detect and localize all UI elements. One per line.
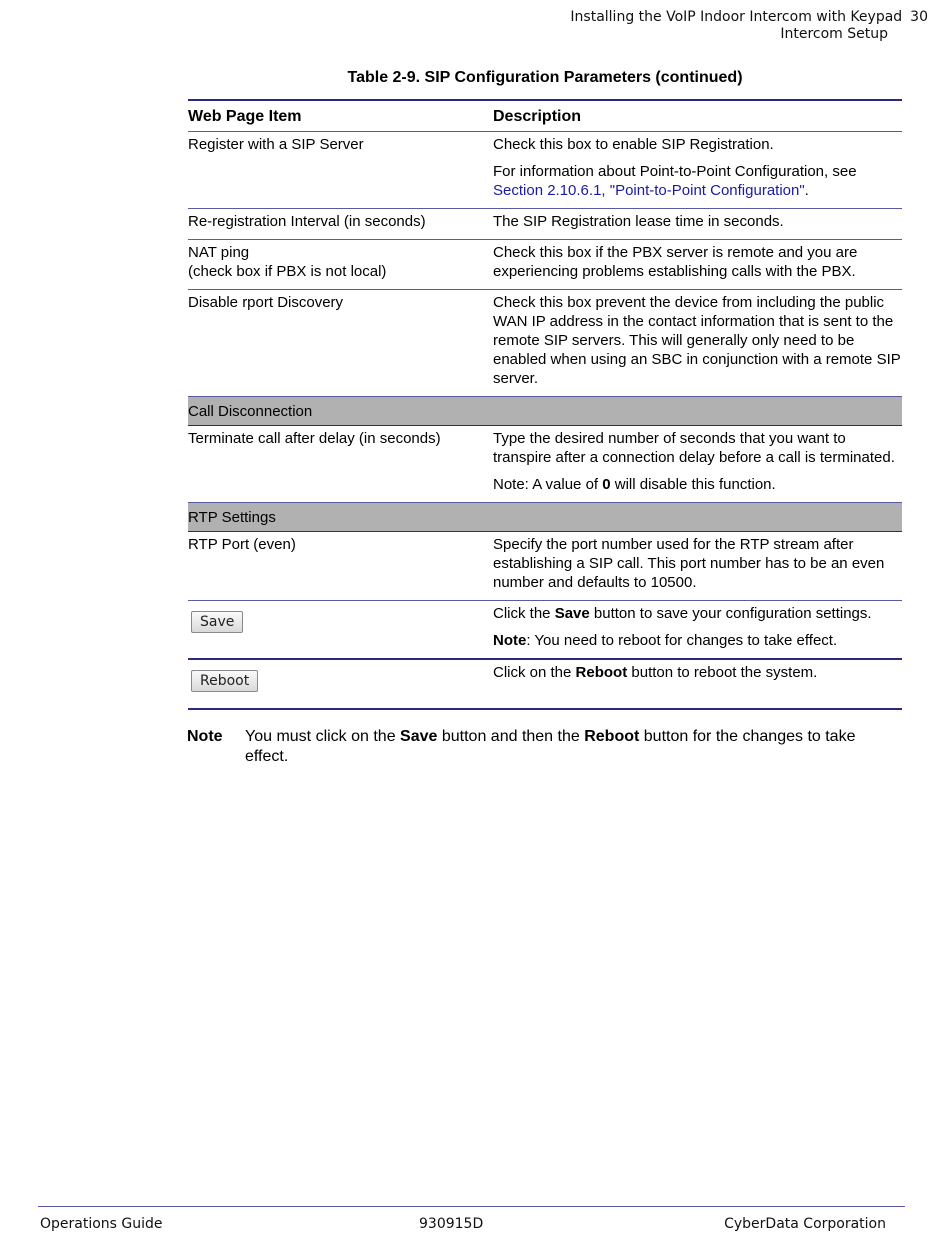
description-cell — [493, 426, 902, 503]
description-text: Click on the — [493, 664, 576, 681]
table-row — [188, 290, 902, 397]
description-bold-text: Note — [493, 632, 527, 649]
description-cell: The SIP Registration lease time in seconds. — [493, 213, 784, 230]
reboot-button[interactable]: Reboot — [191, 670, 258, 692]
table-row — [188, 132, 902, 209]
description-text: button to save your configuration settings. — [589, 605, 872, 622]
note-text-part: button for the changes to take effect. — [245, 728, 856, 765]
description-cell — [493, 132, 902, 209]
column-header-description: Description — [493, 107, 582, 125]
description-cell: Check this box if the PBX server is remote and you are experiencing problems establishing calls with the PBX. — [493, 244, 858, 280]
page-number: 30 — [910, 9, 928, 25]
description-text: For information about Point-to-Point Configuration, see — [493, 163, 857, 180]
header-section-title: Intercom Setup — [780, 26, 888, 42]
item-terminate-call-delay: Terminate call after delay (in seconds) — [188, 430, 441, 447]
note-block — [187, 727, 887, 767]
description-text — [493, 162, 902, 200]
footer-right: CyberData Corporation — [724, 1216, 886, 1232]
item-save — [188, 601, 493, 660]
description-text — [493, 475, 902, 494]
description-cell: Specify the port number used for the RTP stream after establishing a SIP call. This port number has to be an even number and defaults to 10500. — [493, 536, 885, 591]
note-text-part: You must click on the — [245, 728, 401, 745]
item-rtp-port: RTP Port (even) — [188, 536, 296, 553]
item-register-sip-server: Register with a SIP Server — [188, 136, 364, 153]
description-text: . — [804, 182, 809, 199]
description-text — [493, 604, 902, 623]
note-text — [245, 727, 887, 767]
running-header — [570, 9, 928, 43]
table-row — [188, 532, 902, 601]
table-row — [188, 601, 902, 660]
description-text: Type the desired number of seconds that you want to transpire after a connection delay before a call is terminated. — [493, 430, 895, 466]
section-label: Call Disconnection — [188, 397, 902, 426]
footer-left: Operations Guide — [40, 1216, 163, 1232]
footer-center: 930915D — [419, 1216, 484, 1232]
table-row — [188, 240, 902, 290]
description-cell — [493, 601, 902, 660]
description-bold-text: Save — [554, 605, 590, 622]
footer-divider — [38, 1206, 905, 1207]
header-line-1 — [570, 9, 928, 26]
description-bold-text: 0 — [602, 476, 611, 493]
description-text: Note: A value of — [493, 476, 603, 493]
description-cell: Check this box prevent the device from including the public WAN IP address in the contact information that is sent to the remote SIP servers. This will generally only need to be enabled when using an SBC in conjunction with a remote SIP server. — [493, 294, 901, 387]
save-button[interactable]: Save — [191, 611, 243, 633]
table-row — [188, 426, 902, 503]
description-text: button to reboot the system. — [627, 664, 818, 681]
column-header-web-page-item: Web Page Item — [188, 107, 302, 125]
section-label: RTP Settings — [188, 503, 902, 532]
table-header-row — [188, 100, 902, 132]
item-disable-rport-discovery: Disable rport Discovery — [188, 294, 344, 311]
item-text: (check box if PBX is not local) — [188, 263, 387, 280]
description-text — [493, 631, 902, 650]
description-text: Check this box to enable SIP Registration. — [493, 136, 774, 153]
item-reregistration-interval: Re-registration Interval (in seconds) — [188, 213, 426, 230]
description-bold-text: Reboot — [575, 664, 628, 681]
table-caption: Table 2-9. SIP Configuration Parameters (continued) — [347, 69, 743, 86]
sip-parameters-table — [188, 99, 902, 710]
note-bold-text: Reboot — [584, 728, 640, 745]
note-bold-text: Save — [400, 728, 438, 745]
table-row — [188, 209, 902, 240]
description-cell — [493, 659, 902, 709]
description-text: : You need to reboot for changes to take effect. — [526, 632, 838, 649]
description-text — [493, 663, 902, 700]
note-label: Note — [187, 728, 223, 745]
table-row — [188, 659, 902, 709]
point-to-point-section-link[interactable]: Section 2.10.6.1, "Point-to-Point Configuration" — [493, 182, 805, 199]
section-row-call-disconnection — [188, 397, 902, 426]
item-nat-ping — [188, 240, 493, 290]
section-row-rtp-settings — [188, 503, 902, 532]
note-text-part: button and then the — [437, 728, 585, 745]
description-text: Click the — [493, 605, 555, 622]
description-text: will disable this function. — [610, 476, 776, 493]
header-chapter-title: Installing the VoIP Indoor Intercom with Keypad — [570, 9, 903, 25]
item-text: NAT ping — [188, 244, 250, 261]
item-reboot — [188, 659, 493, 709]
